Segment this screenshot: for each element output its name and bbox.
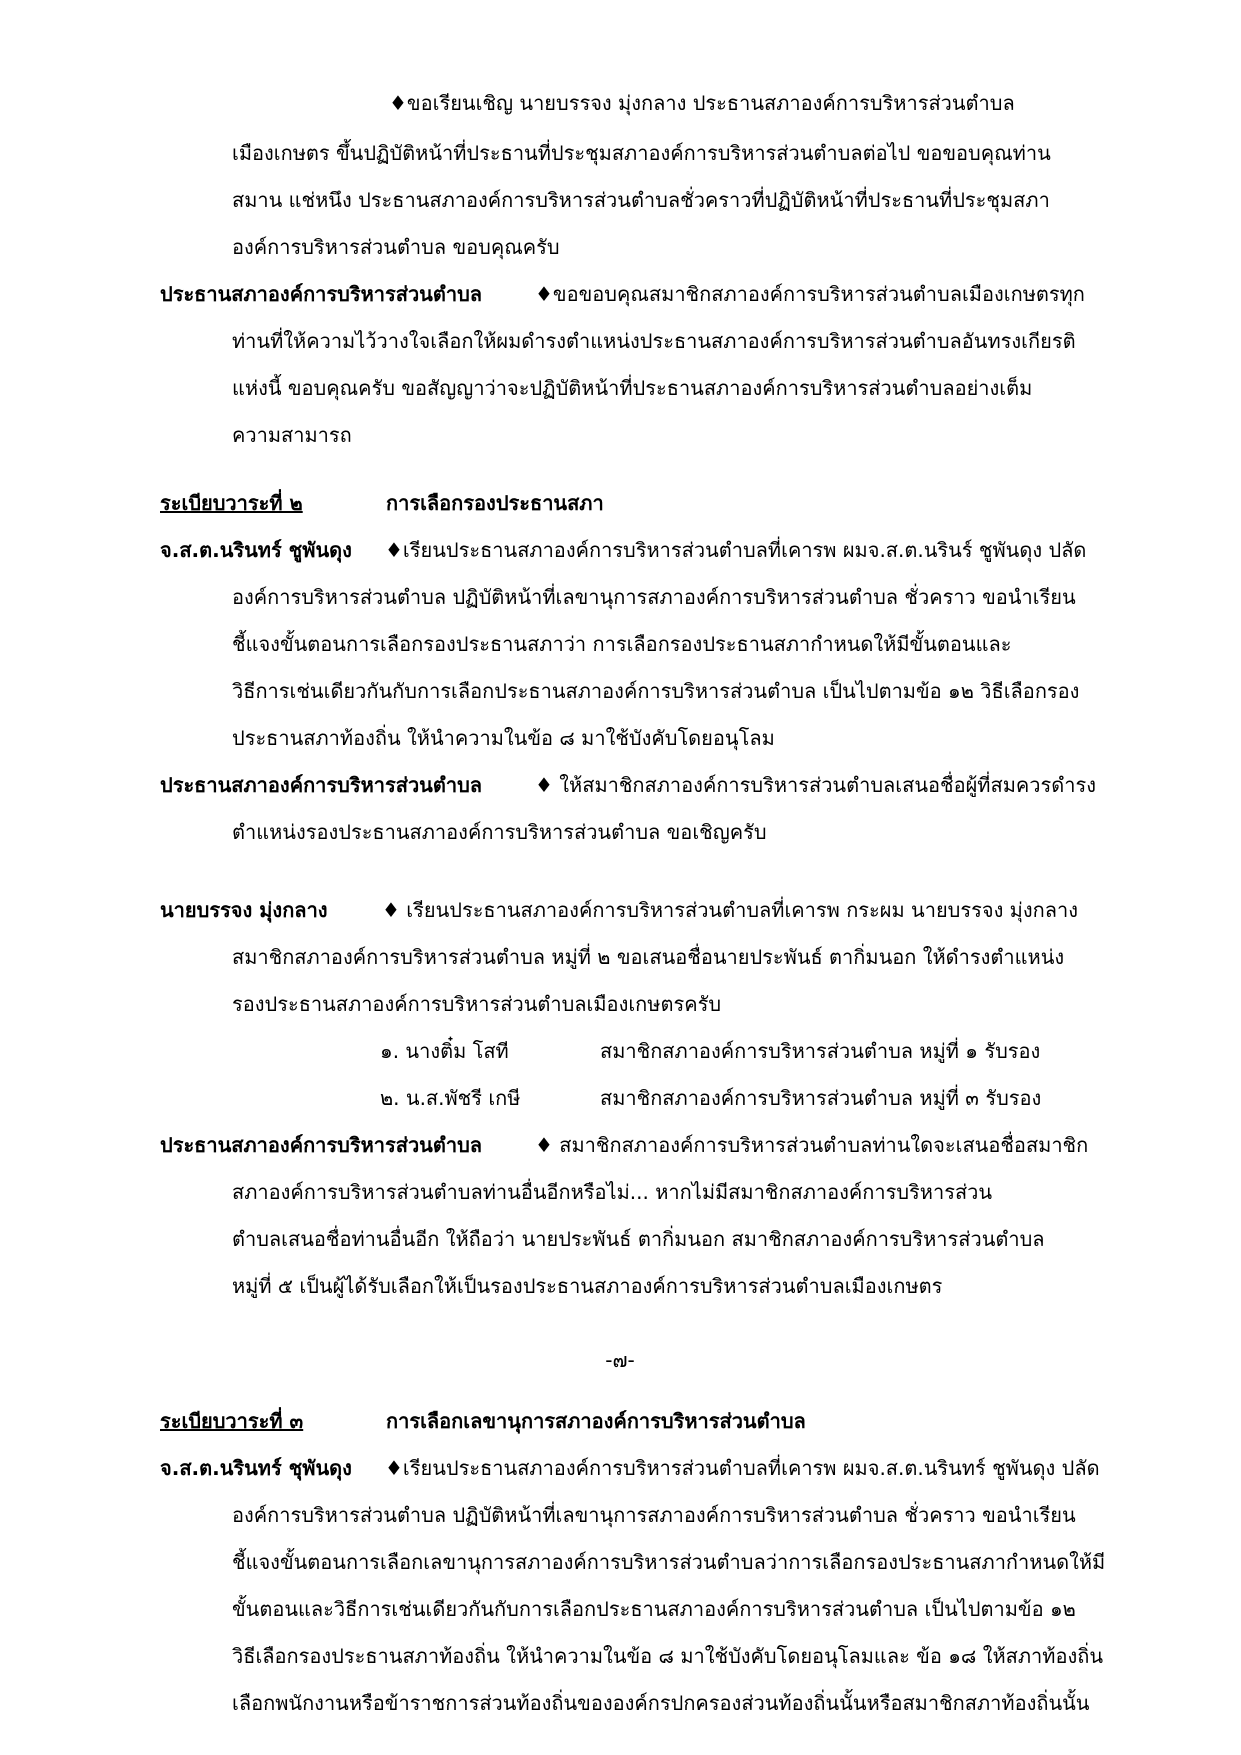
- body-line: แห่งนี้ ขอบคุณครับ ขอสัญญาว่าจะปฏิบัติหน้าที่ประธานสภาองค์การบริหารส่วนตำบลอย่างเต็ม: [232, 376, 1033, 400]
- seconder-row: [380, 1038, 1120, 1064]
- body-line: ♦ขอเรียนเชิญ นายบรรจง มุ่งกลาง ประธานสภาองค์การบริหารส่วนตำบล: [389, 91, 1015, 115]
- speaker-name: จ.ส.ต.นรินทร์ ชุพันดุง: [160, 1456, 352, 1480]
- body-line: เมืองเกษตร ขึ้นปฏิบัติหน้าที่ประธานที่ประชุมสภาองค์การบริหารส่วนตำบลต่อไป ขอขอบคุณท่าน: [232, 141, 1051, 165]
- body-line: ชี้แจงขั้นตอนการเลือกเลขานุการสภาองค์การบริหารส่วนตำบลว่าการเลือกรองประธานสภากำหนดให้มี: [232, 1550, 1106, 1574]
- body-line: สภาองค์การบริหารส่วนตำบลท่านอื่นอีกหรือไม่... หากไม่มีสมาชิกสภาองค์การบริหารส่วน: [232, 1180, 993, 1204]
- body-line: รองประธานสภาองค์การบริหารส่วนตำบลเมืองเกษตรครับ: [232, 992, 722, 1016]
- speaker-name: ประธานสภาองค์การบริหารส่วนตำบล: [160, 282, 483, 306]
- body-line: ขั้นตอนและวิธีการเช่นเดียวกันกับการเลือกประธานสภาองค์การบริหารส่วนตำบล เป็นไปตามข้อ ๑๒: [232, 1597, 1076, 1621]
- body-line: ความสามารถ: [232, 423, 352, 447]
- body-line: องค์การบริหารส่วนตำบล ขอบคุณครับ: [232, 235, 560, 259]
- speaker-entry: [160, 897, 1120, 923]
- seconder-row: [380, 1085, 1120, 1111]
- speaker-entry: [160, 281, 1120, 307]
- seconder-detail: สมาชิกสภาองค์การบริหารส่วนตำบล หมู่ที่ ๓ รับรอง: [600, 1086, 1042, 1110]
- body-line: ชี้แจงขั้นตอนการเลือกรองประธานสภาว่า การเลือกรองประธานสภากำหนดให้มีขั้นตอนและ: [232, 632, 1012, 656]
- agenda-label: ระเบียบวาระที่ ๓: [160, 1409, 304, 1433]
- body-line: เลือกพนักงานหรือข้าราชการส่วนท้องถิ่นขององค์กรปกครองส่วนท้องถิ่นนั้นหรือสมาชิกสภาท้องถิ่นนั้น: [232, 1691, 1090, 1715]
- speech-first-line: ♦ สมาชิกสภาองค์การบริหารส่วนตำบลท่านใดจะเสนอชื่อสมาชิก: [535, 1133, 1089, 1157]
- agenda-label: ระเบียบวาระที่ ๒: [160, 491, 303, 515]
- body-line: หมู่ที่ ๕ เป็นผู้ได้รับเลือกให้เป็นรองประธานสภาองค์การบริหารส่วนตำบลเมืองเกษตร: [232, 1274, 943, 1298]
- seconder-name: ๒. น.ส.พัชรี เกษี: [380, 1086, 521, 1110]
- body-line: วิธีการเช่นเดียวกันกับการเลือกประธานสภาองค์การบริหารส่วนตำบล เป็นไปตามข้อ ๑๒ วิธีเลือกรอง: [232, 679, 1080, 703]
- body-line: สมาชิกสภาองค์การบริหารส่วนตำบล หมู่ที่ ๒ ขอเสนอชื่อนายประพันธ์ ตากิ่มนอก ให้ดำรงตำแหน่ง: [232, 945, 1065, 969]
- seconder-detail: สมาชิกสภาองค์การบริหารส่วนตำบล หมู่ที่ ๑ รับรอง: [600, 1039, 1041, 1063]
- speech-first-line: ♦เรียนประธานสภาองค์การบริหารส่วนตำบลที่เคารพ ผมจ.ส.ต.นรินทร์ ชูพันดุง ปลัด: [385, 1456, 1100, 1480]
- agenda-heading: [160, 490, 1120, 516]
- speaker-name: ประธานสภาองค์การบริหารส่วนตำบล: [160, 1133, 483, 1157]
- speaker-entry: [160, 537, 1120, 563]
- speech-first-line: ♦ เรียนประธานสภาองค์การบริหารส่วนตำบลที่เคารพ กระผม นายบรรจง มุ่งกลาง: [382, 898, 1078, 922]
- agenda-title: การเลือกรองประธานสภา: [386, 491, 604, 515]
- agenda-title: การเลือกเลขานุการสภาองค์การบริหารส่วนตำบล: [386, 1409, 806, 1433]
- page-number: -๗-: [605, 1348, 635, 1372]
- body-line: ท่านที่ให้ความไว้วางใจเลือกให้ผมดำรงตำแหน่งประธานสภาองค์การบริหารส่วนตำบลอันทรงเกียรติ: [232, 329, 1076, 353]
- body-line: ประธานสภาท้องถิ่น ให้นำความในข้อ ๘ มาใช้บังคับโดยอนุโลม: [232, 726, 775, 750]
- speaker-entry: [160, 1455, 1120, 1481]
- body-line: องค์การบริหารส่วนตำบล ปฏิบัติหน้าที่เลขานุการสภาองค์การบริหารส่วนตำบล ชั่วคราว ขอนำเรียน: [232, 585, 1076, 609]
- body-line: องค์การบริหารส่วนตำบล ปฏิบัติหน้าที่เลขานุการสภาองค์การบริหารส่วนตำบล ชั่วคราว ขอนำเรียน: [232, 1503, 1076, 1527]
- speech-first-line: ♦เรียนประธานสภาองค์การบริหารส่วนตำบลที่เคารพ ผมจ.ส.ต.นรินร์ ชูพันดุง ปลัด: [385, 538, 1087, 562]
- speech-first-line: ♦ ให้สมาชิกสภาองค์การบริหารส่วนตำบลเสนอชื่อผู้ที่สมควรดำรง: [535, 773, 1096, 797]
- speaker-name: นายบรรจง มุ่งกลาง: [160, 898, 328, 922]
- body-line: สมาน แช่หนึง ประธานสภาองค์การบริหารส่วนตำบลชั่วคราวที่ปฏิบัติหน้าที่ประธานที่ประชุมสภา: [232, 188, 1050, 212]
- speaker-name: จ.ส.ต.นรินทร์ ชูพันดุง: [160, 538, 352, 562]
- speaker-name: ประธานสภาองค์การบริหารส่วนตำบล: [160, 773, 483, 797]
- speech-first-line: ♦ขอขอบคุณสมาชิกสภาองค์การบริหารส่วนตำบลเมืองเกษตรทุก: [535, 282, 1085, 306]
- body-line: ตำบลเสนอชื่อท่านอื่นอีก ให้ถือว่า นายประพันธ์ ตากิ่มนอก สมาชิกสภาองค์การบริหารส่วนตำบล: [232, 1227, 1045, 1251]
- speaker-entry: [160, 772, 1120, 798]
- agenda-heading: [160, 1408, 1120, 1434]
- body-line: ตำแหน่งรองประธานสภาองค์การบริหารส่วนตำบล ขอเชิญครับ: [232, 820, 767, 844]
- speaker-entry: [160, 1132, 1120, 1158]
- seconder-name: ๑. นางติ๋ม โสที: [380, 1039, 509, 1063]
- body-line: วิธีเลือกรองประธานสภาท้องถิ่น ให้นำความในข้อ ๘ มาใช้บังคับโดยอนุโลมและ ข้อ ๑๘ ให้สภาท้องถิ่น: [232, 1644, 1104, 1668]
